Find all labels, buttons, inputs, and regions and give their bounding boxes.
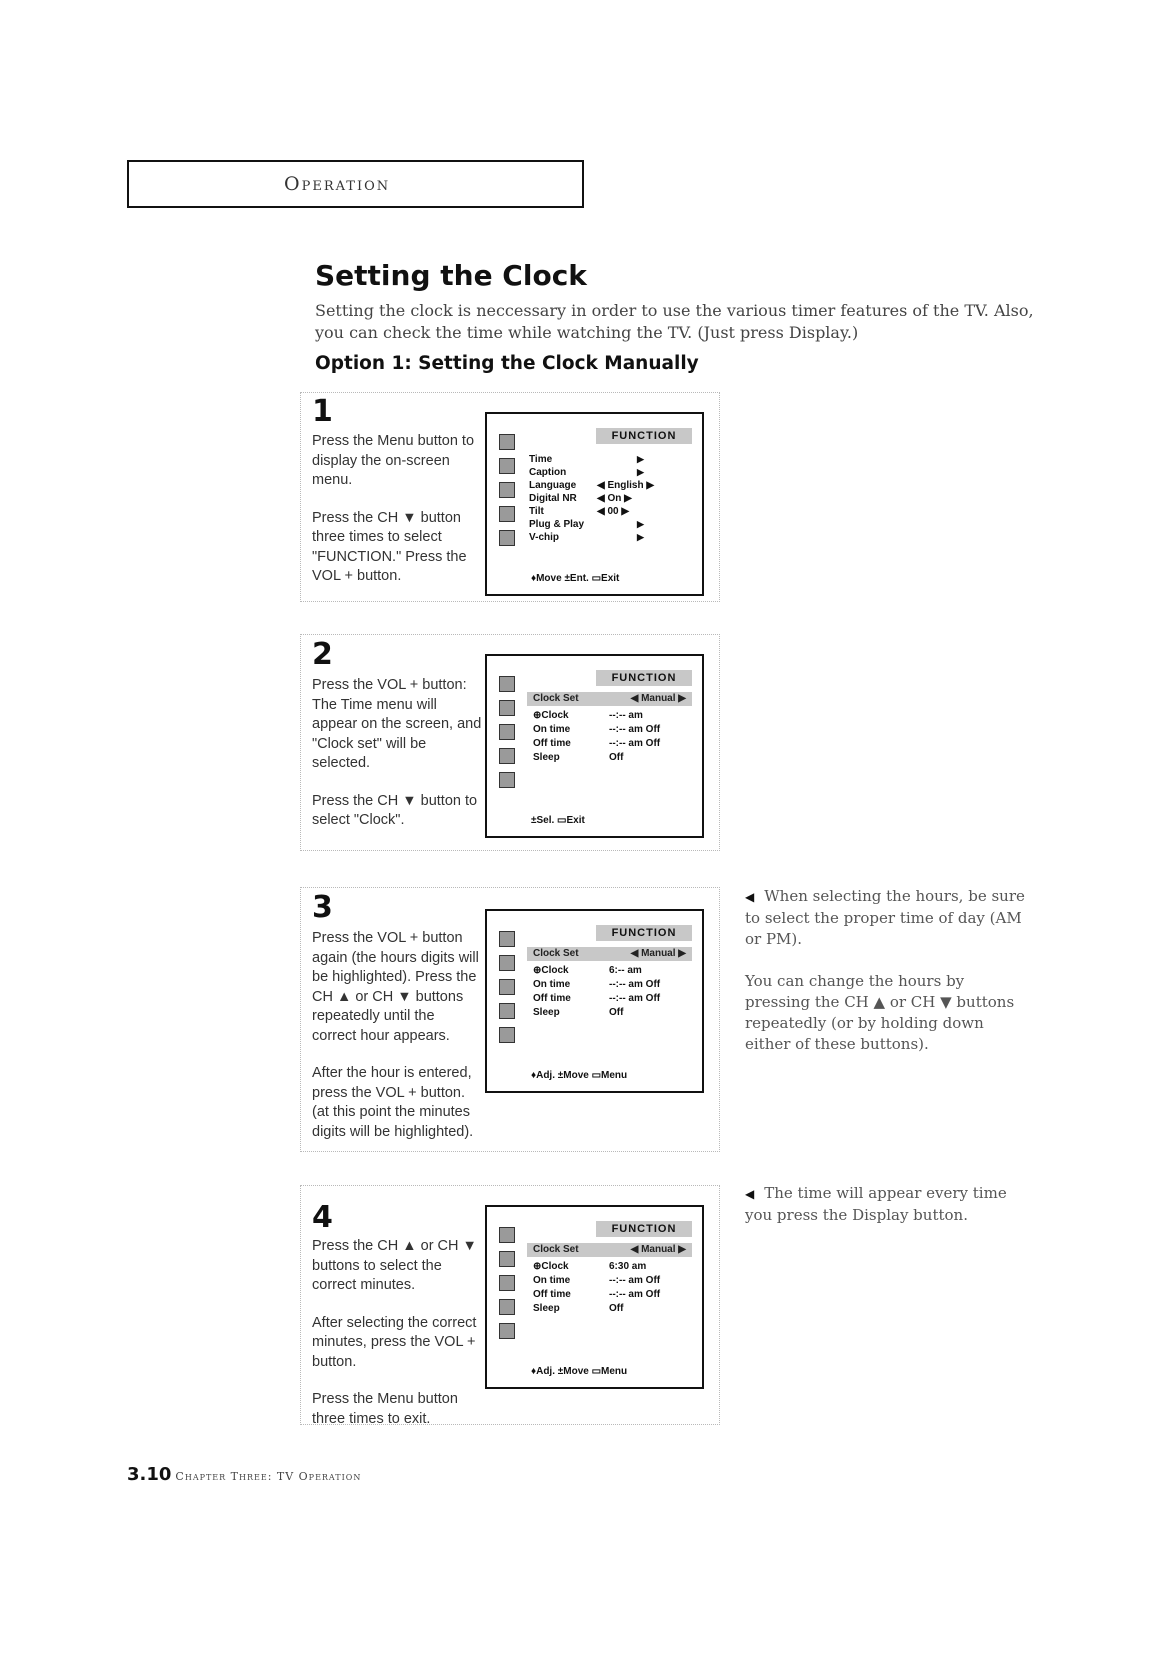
intro-paragraph: Setting the clock is neccessary in order to use the various timer features of the TV. Also, you can check the time while watching the TV. (Just press Display.) bbox=[315, 301, 1034, 342]
step-text-1: Press the Menu button to display the on-screen menu. bbox=[312, 433, 475, 488]
menu-highlight-row bbox=[527, 1243, 692, 1257]
menu-row-value: --:-- am Off bbox=[609, 1275, 661, 1286]
step-text-1: Press the VOL + button: The Time menu will appear on the screen, and "Clock set" will be selected. bbox=[312, 677, 482, 771]
menu-icon-column bbox=[499, 676, 515, 796]
section-header-label: Operation bbox=[284, 173, 391, 195]
menu-row-value: --:-- am Off bbox=[609, 1289, 661, 1300]
note-text: The time will appear every time you press the Display button. bbox=[745, 1184, 1007, 1224]
step-number: 3 bbox=[312, 890, 333, 925]
step-number: 4 bbox=[312, 1200, 333, 1235]
step-3 bbox=[300, 887, 720, 1152]
menu-row-label: On time bbox=[533, 1275, 571, 1286]
sound-menu-icon bbox=[499, 955, 515, 971]
step-2 bbox=[300, 634, 720, 851]
function-menu-icon bbox=[499, 1299, 515, 1315]
sound-menu-icon bbox=[499, 1251, 515, 1267]
menu-row-label: Time bbox=[529, 454, 553, 465]
channel-menu-icon bbox=[499, 724, 515, 740]
menu-row-value: --:-- am Off bbox=[609, 993, 661, 1004]
picture-menu-icon bbox=[499, 1227, 515, 1243]
step-text-3: Press the Menu button three times to exit. bbox=[312, 1391, 458, 1427]
menu-row-value: ▶ bbox=[637, 532, 644, 542]
note-arrow-icon: ◀ bbox=[745, 1187, 755, 1201]
menu-title: FUNCTION bbox=[596, 428, 692, 444]
menu-icon-column bbox=[499, 931, 515, 1051]
step-number: 2 bbox=[312, 637, 333, 672]
menu-title: FUNCTION bbox=[596, 670, 692, 686]
menu-row-label: Sleep bbox=[533, 1303, 560, 1314]
menu-row-label: Off time bbox=[533, 993, 571, 1004]
extra-menu-icon bbox=[499, 772, 515, 788]
menu-row-value: --:-- am Off bbox=[609, 738, 661, 749]
menu-row-value: 6:-- am bbox=[609, 965, 642, 976]
extra-menu-icon bbox=[499, 1027, 515, 1043]
function-menu-icon bbox=[499, 1003, 515, 1019]
highlight-label: Clock Set bbox=[533, 1244, 579, 1255]
step-text-2: Press the CH ▼ button three times to select "FUNCTION." Press the VOL + button. bbox=[312, 509, 467, 584]
menu-row-label: ⊕Clock bbox=[533, 1261, 569, 1272]
side-note-2 bbox=[745, 1183, 1025, 1226]
menu-row-label: Caption bbox=[529, 467, 567, 478]
step-text-2: After selecting the correct minutes, press the VOL + button. bbox=[312, 1314, 477, 1370]
section-header bbox=[127, 160, 584, 208]
menu-row-label: Off time bbox=[533, 738, 571, 749]
menu-row-value: --:-- am bbox=[609, 710, 643, 721]
sound-menu-icon bbox=[499, 700, 515, 716]
menu-row-value: ◀ English ▶ bbox=[597, 480, 655, 491]
picture-menu-icon bbox=[499, 676, 515, 692]
step-text-2: Press the CH ▼ button to select "Clock". bbox=[312, 792, 478, 828]
menu-row-value: --:-- am Off bbox=[609, 724, 661, 735]
channel-menu-icon bbox=[499, 979, 515, 995]
menu-footer-hints: ♦Adj. ±Move ▭Menu bbox=[531, 1070, 628, 1081]
step-instructions bbox=[312, 676, 482, 831]
menu-row-value: Off bbox=[609, 1007, 624, 1018]
menu-row-value: ▶ bbox=[637, 519, 644, 529]
page-title: Setting the Clock bbox=[315, 259, 587, 292]
menu-icon-column bbox=[499, 434, 515, 554]
menu-title: FUNCTION bbox=[596, 1221, 692, 1237]
note-text: When selecting the hours, be sure to select the proper time of day (AM or PM). bbox=[745, 887, 1025, 948]
menu-row-value: ▶ bbox=[637, 467, 644, 477]
channel-menu-icon bbox=[499, 482, 515, 498]
menu-row-value: ▶ bbox=[637, 454, 644, 464]
step-instructions bbox=[312, 929, 482, 1142]
menu-row-label: Sleep bbox=[533, 752, 560, 763]
menu-row-label: V-chip bbox=[529, 532, 560, 543]
function-menu-icon bbox=[499, 748, 515, 764]
tv-screen bbox=[485, 654, 704, 838]
side-note-1 bbox=[745, 886, 1025, 1055]
menu-row-label: On time bbox=[533, 724, 571, 735]
channel-menu-icon bbox=[499, 1275, 515, 1291]
menu-row-label: Sleep bbox=[533, 1007, 560, 1018]
menu-row-label: Plug & Play bbox=[529, 519, 585, 530]
step-number: 1 bbox=[312, 394, 333, 429]
page-number: 3.10 bbox=[127, 1464, 172, 1485]
function-menu-icon bbox=[499, 506, 515, 522]
menu-footer-hints: ±Sel. ▭Exit bbox=[531, 815, 585, 826]
step-text-1: Press the VOL + button again (the hours digits will be highlighted). Press the CH ▲ or CH ▼ buttons repeatedly until the correct hour appears. bbox=[312, 930, 479, 1044]
tv-screen bbox=[485, 909, 704, 1093]
sound-menu-icon bbox=[499, 458, 515, 474]
menu-highlight-row bbox=[527, 947, 692, 961]
option-subtitle: Option 1: Setting the Clock Manually bbox=[315, 353, 699, 374]
chapter-label: Chapter Three: TV Operation bbox=[175, 1470, 362, 1483]
menu-footer-hints: ♦Adj. ±Move ▭Menu bbox=[531, 1366, 628, 1377]
note-text: You can change the hours by pressing the CH ▲ or CH ▼ buttons repeatedly (or by holding down either of these buttons). bbox=[745, 972, 1015, 1053]
menu-row-label: Tilt bbox=[529, 506, 544, 517]
extra-menu-icon bbox=[499, 1323, 515, 1339]
menu-highlight-row bbox=[527, 692, 692, 706]
note-arrow-icon: ◀ bbox=[745, 890, 755, 904]
step-4 bbox=[300, 1185, 720, 1425]
menu-row-value: Off bbox=[609, 752, 624, 763]
highlight-value: ◀ Manual ▶ bbox=[630, 948, 686, 959]
menu-row-value: 6:30 am bbox=[609, 1261, 647, 1272]
tv-screen bbox=[485, 1205, 704, 1389]
menu-row-label: Off time bbox=[533, 1289, 571, 1300]
highlight-label: Clock Set bbox=[533, 948, 579, 959]
menu-row-value: --:-- am Off bbox=[609, 979, 661, 990]
highlight-value: ◀ Manual ▶ bbox=[630, 693, 686, 704]
picture-menu-icon bbox=[499, 434, 515, 450]
extra-menu-icon bbox=[499, 530, 515, 546]
menu-row-value: ◀ 00 ▶ bbox=[597, 506, 630, 517]
menu-row-label: On time bbox=[533, 979, 571, 990]
page-footer bbox=[127, 1464, 361, 1485]
step-text-2: After the hour is entered, press the VOL + button. (at this point the minutes digits will be highlighted). bbox=[312, 1065, 474, 1140]
step-1 bbox=[300, 392, 720, 602]
menu-row-label: ⊕Clock bbox=[533, 965, 569, 976]
menu-row-value: Off bbox=[609, 1303, 624, 1314]
picture-menu-icon bbox=[499, 931, 515, 947]
step-instructions bbox=[312, 432, 482, 587]
step-text-1: Press the CH ▲ or CH ▼ buttons to select the correct minutes. bbox=[312, 1238, 477, 1293]
menu-row-label: Digital NR bbox=[529, 493, 577, 504]
menu-row-label: ⊕Clock bbox=[533, 710, 569, 721]
menu-row-value: ◀ On ▶ bbox=[597, 493, 632, 504]
menu-footer-hints: ♦Move ±Ent. ▭Exit bbox=[531, 573, 620, 584]
menu-icon-column bbox=[499, 1227, 515, 1347]
note-paragraph bbox=[745, 886, 1025, 950]
step-instructions bbox=[312, 1237, 482, 1429]
menu-title: FUNCTION bbox=[596, 925, 692, 941]
note-paragraph bbox=[745, 1183, 1025, 1226]
highlight-label: Clock Set bbox=[533, 693, 579, 704]
menu-row-label: Language bbox=[529, 480, 577, 491]
highlight-value: ◀ Manual ▶ bbox=[630, 1244, 686, 1255]
tv-screen bbox=[485, 412, 704, 596]
